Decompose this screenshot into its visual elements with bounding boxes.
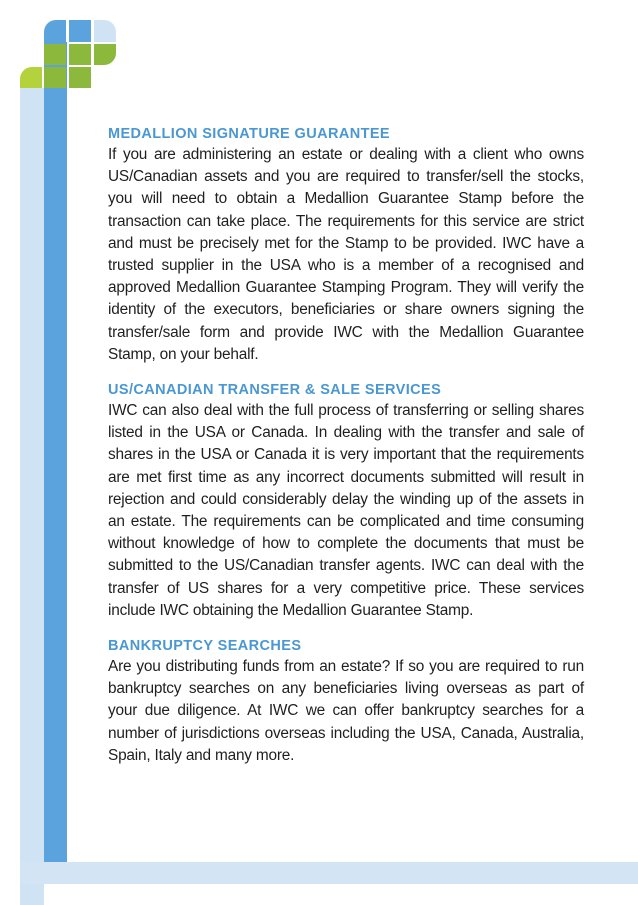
section-paragraph: IWC can also deal with the full process of transferring or selling shares listed in the USA or Canada. In dealing with the transfer and sale of shares in the USA or Canada it is very important that the requirements are met first time as any incorrect documents submitted will result in rejection and could considerably delay the winding up of the assets in an estate. The requirements can be complicated and time consuming without knowledge of how to complete the documents that must be submitted to the US/Canadian transfer agents. IWC can deal with the transfer of US shares for a very competitive price. These services include IWC obtaining the Medallion Guarantee Stamp. xyxy=(108,402,584,619)
mosaic-tile xyxy=(69,20,91,42)
mosaic-tile xyxy=(69,67,91,88)
document-body xyxy=(108,124,584,781)
left-dark-stripe xyxy=(44,42,67,862)
mosaic-tile xyxy=(69,44,91,65)
section-paragraph: Are you distributing funds from an estate? If so you are required to run bankruptcy searches on any beneficiaries living overseas as part of your due diligence. At IWC we can offer bankruptcy searches for a number of jurisdictions overseas including the USA, Canada, Australia, Spain, Italy and many more. xyxy=(108,658,584,764)
section-transfer-sale-services xyxy=(108,380,584,622)
section-medallion-guarantee xyxy=(108,124,584,366)
section-heading: MEDALLION SIGNATURE GUARANTEE xyxy=(108,126,390,142)
left-light-stripe xyxy=(20,88,44,905)
mosaic-tile xyxy=(44,20,66,42)
section-heading: BANKRUPTCY SEARCHES xyxy=(108,638,302,655)
bottom-band xyxy=(20,862,638,884)
section-paragraph: If you are administering an estate or dealing with a client who owns US/Canadian assets and you are required to transfer/sell the stocks, you will need to obtain a Medallion Guarantee Stamp before the transaction can take place. The requirements for this service are strict and must be precisely met for the Stamp to be provided. IWC have a trusted supplier in the USA who is a member of a recognised and approved Medallion Guarantee Stamping Program. They will verify the identity of the executors, beneficiaries or share owners signing the transfer/sale form and provide IWC with the Medallion Guarantee Stamp, on your behalf. xyxy=(108,146,584,363)
section-heading: US/CANADIAN TRANSFER & SALE SERVICES xyxy=(108,382,442,399)
mosaic-tile xyxy=(44,44,66,65)
mosaic-tile xyxy=(94,20,116,42)
section-bankruptcy-searches xyxy=(108,636,584,767)
mosaic-tile xyxy=(44,67,66,88)
mosaic-tile xyxy=(94,44,116,65)
mosaic-tile xyxy=(20,67,42,88)
